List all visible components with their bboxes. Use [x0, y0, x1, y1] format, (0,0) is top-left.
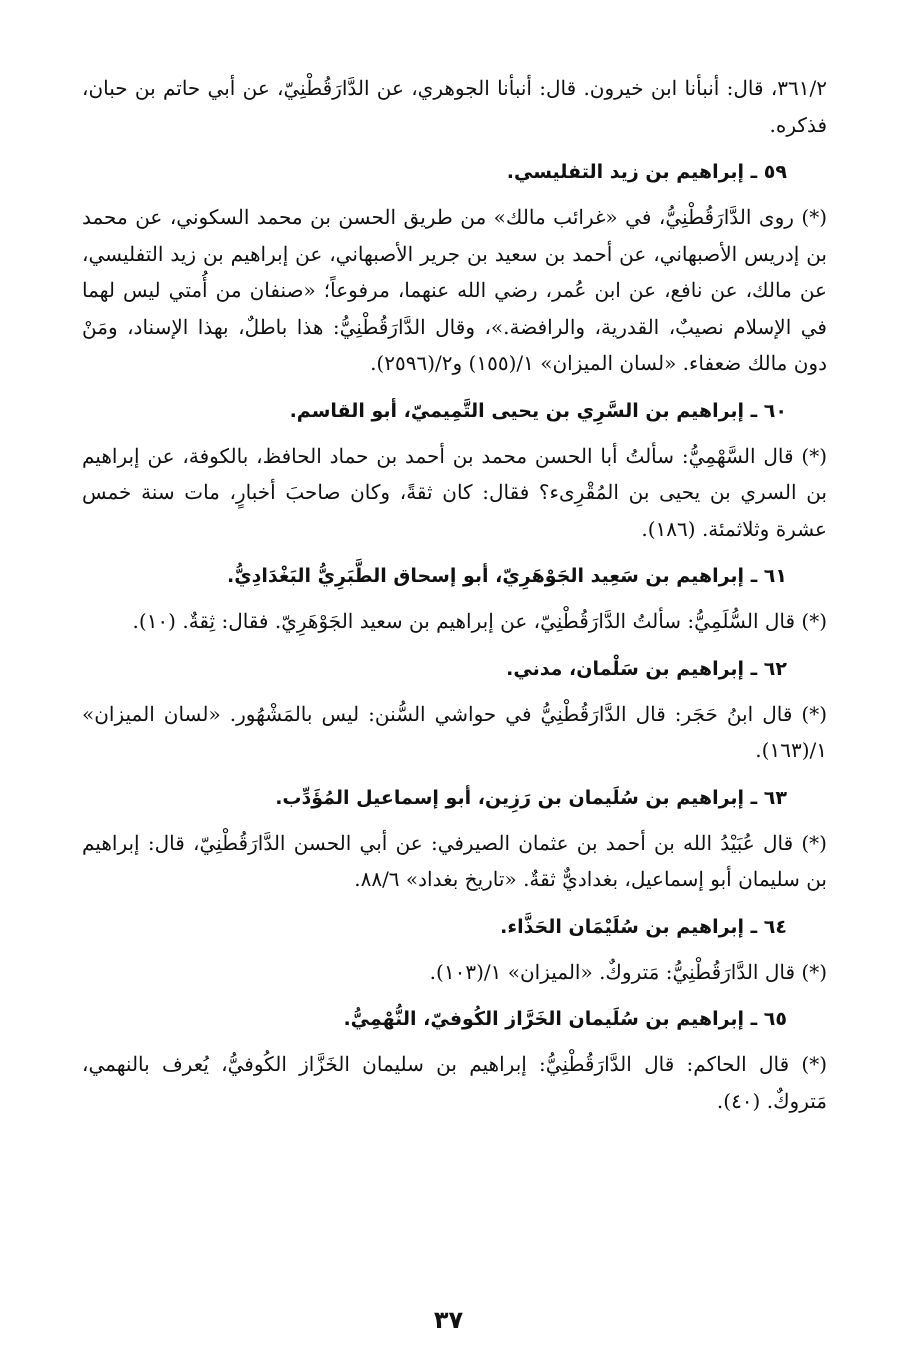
entry-heading: ٦١ ـ إبراهيم بن سَعِيد الجَوْهَرِيّ، أبو إسحاق الطَّبَرِيُّ البَغْدَادِيُّ.: [227, 565, 787, 587]
entry-body: (*) قال الحاكم: قال الدَّارَقُطْنِيُّ: إبراهيم بن سليمان الخَزَّاز الكُوفيُّ، يُعرف بالنهمي، مَتروكٌ. (٤٠).: [82, 1052, 827, 1113]
entry-heading: ٦٢ ـ إبراهيم بن سَلْمان، مدني.: [506, 657, 787, 680]
entry-65: [82, 1004, 827, 1119]
entry-body: (*) قال الدَّارَقُطْنِيُّ: مَتروكٌ. «الميزان» ١/(١٠٣).: [429, 959, 827, 984]
intro-paragraph: ٣٦١/٢، قال: أنبأنا ابن خيرون. قال: أنبأنا الجوهري، عن الدَّارَقُطْنِيّ، عن أبي حاتم بن حبان، فذكره.: [82, 76, 827, 137]
entry-heading: ٦٣ ـ إبراهيم بن سُلَيمان بن رَزِين، أبو إسماعيل المُؤَدِّب.: [275, 786, 787, 809]
entry-63: [82, 783, 827, 898]
entry-62: [82, 654, 827, 769]
document-page: [82, 70, 827, 1119]
entry-body: (*) قال السَّهْمِيُّ: سألتُ أبا الحسن محمد بن أحمد بن حماد الحافظ، بالكوفة، عن إبراهيم بن السري بن يحيى بن المُقْرِىء؟ فقال: كان ثقةً، وكان صاحبَ أخبارٍ، مات سنة خمس عشرة وثلاثمئة. (١٨٦).: [82, 443, 827, 541]
entry-61: [82, 561, 827, 640]
entry-64: [82, 912, 827, 991]
entry-59: [82, 157, 827, 382]
entry-body: (*) قال عُبَيْدُ الله بن أحمد بن عثمان الصيرفي: عن أبي الحسن الدَّارَقُطْنِيّ، قال: إبراهيم بن سليمان أبو إسماعيل، بغداديٌّ ثقةٌ. «تاريخ بغداد» ٨٨/٦.: [82, 830, 827, 891]
entry-heading: ٦٠ ـ إبراهيم بن السَّرِي بن يحيى التَّمِيميّ، أبو القاسم.: [289, 399, 787, 422]
entry-body: (*) قال السُّلَمِيُّ: سألتُ الدَّارَقُطْنِيّ، عن إبراهيم بن سعيد الجَوْهَرِيّ. فقال: ثِقةٌ. (١٠).: [132, 609, 827, 633]
entry-heading: ٦٤ ـ إبراهيم بن سُلَيْمَان الحَذَّاء.: [500, 915, 787, 938]
entry-60: [82, 396, 827, 548]
entry-heading: ٦٥ ـ إبراهيم بن سُلَيمان الخَرَّاز الكُوفيّ، النُّهْمِيُّ.: [343, 1008, 787, 1030]
entry-body: (*) روى الدَّارَقُطْنِيُّ، في «غرائب مالك» من طريق الحسن بن محمد السكوني، عن محمد بن إدريس الأصبهاني، عن أحمد بن سعيد بن جرير الأصبهاني، عن إبراهيم بن زيد التفليسي، عن مالك، عن نافع، عن ابن عُمر، رضي الله عنهما، مرفوعاً؛ «صنفان من أُمتي ليس لهما في الإسلام نصيبٌ، القدرية، والرافضة.»، وقال الدَّارَقُطْنِيُّ: هذا باطلٌ، بهذا الإسناد، ومَنْ دون مالك ضعفاء. «لسان الميزان» ١/(١٥٥) و٢/(٢٥٩٦).: [82, 205, 827, 375]
page-number: ٣٧: [433, 1306, 464, 1334]
entry-heading: ٥٩ ـ إبراهيم بن زيد التفليسي.: [506, 161, 787, 183]
entry-body: (*) قال ابنُ حَجَر: قال الدَّارَقُطْنِيُّ في حواشي السُّنن: ليس بالمَشْهُور. «لسان الميزان» ١/(١٦٣).: [82, 701, 827, 762]
